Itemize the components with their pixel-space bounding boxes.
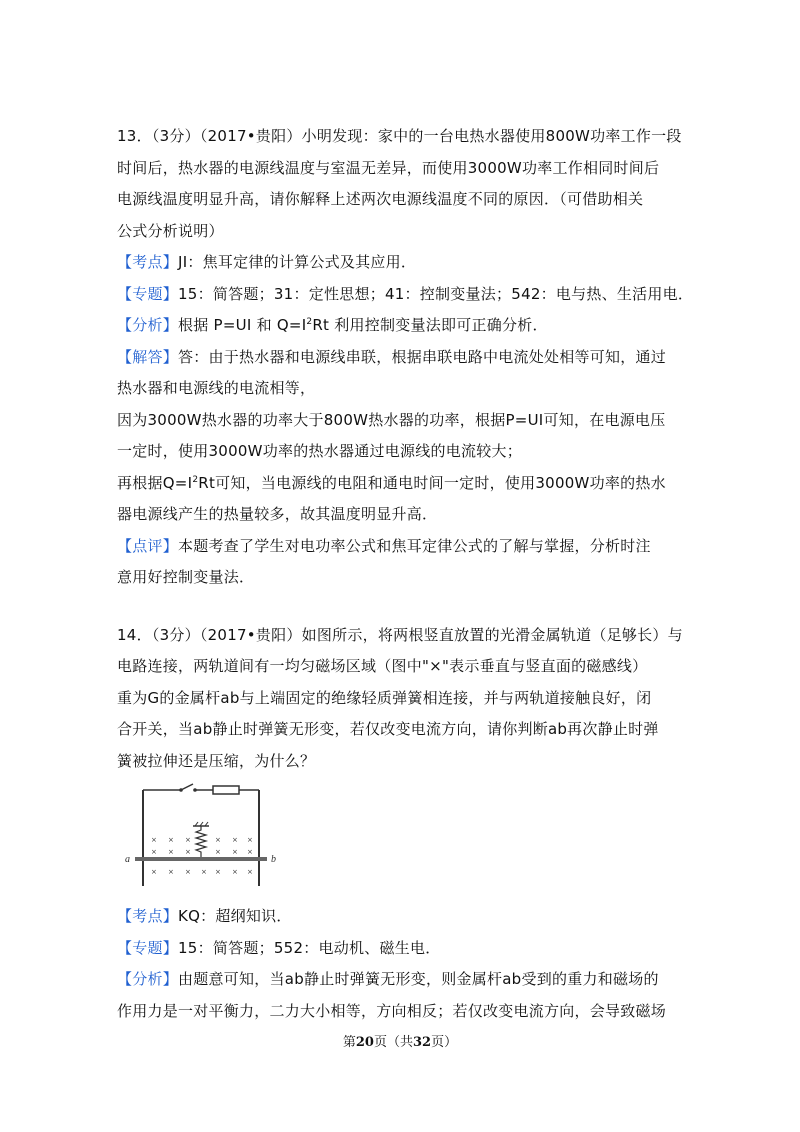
fenxi-text-post: Rt 利用控制变量法即可正确分析． bbox=[312, 316, 548, 334]
q14-line-1: 14．（3分）（2017•贵阳）如图所示，将两根竖直放置的光滑金属轨道（足够长）与 bbox=[117, 625, 683, 644]
kaodian-tag: 【考点】 bbox=[117, 907, 179, 925]
q13-jieda-1 bbox=[117, 347, 687, 367]
label-a: a bbox=[125, 854, 130, 865]
page-content bbox=[117, 126, 694, 1032]
cross: × bbox=[151, 836, 157, 844]
circuit-diagram bbox=[121, 782, 281, 886]
jieda-tag: 【解答】 bbox=[117, 347, 179, 366]
question-gap bbox=[117, 599, 687, 625]
q13-zhuanti bbox=[117, 284, 694, 304]
cross: × bbox=[215, 868, 221, 876]
q13-jieda-2: 热水器和电源线的电流相等， bbox=[117, 379, 316, 397]
fenxi-tag: 【分析】 bbox=[117, 316, 179, 334]
q13-line-2: 时间后，热水器的电源线温度与室温无差异，而使用3000W功率工作相同时间后 bbox=[117, 158, 660, 177]
switch-blade bbox=[181, 784, 193, 790]
metal-rod bbox=[135, 857, 267, 861]
cross: × bbox=[201, 868, 207, 876]
q13-kaodian bbox=[117, 252, 687, 272]
q13-jieda-6: 器电源线产生的热量较多，故其温度明显升高． bbox=[117, 505, 438, 523]
cross: × bbox=[168, 868, 174, 876]
cross: × bbox=[151, 868, 157, 876]
zhuanti-tag: 【专题】 bbox=[117, 938, 179, 957]
cross: × bbox=[247, 836, 253, 844]
footer-pre: 第 bbox=[342, 1035, 356, 1050]
q13-jieda-3: 因为3000W热水器的功率大于800W热水器的功率，根据P=UI可知，在电源电压 bbox=[117, 410, 666, 429]
q13-line-4: 公式分析说明） bbox=[117, 221, 224, 240]
cross: × bbox=[232, 848, 238, 856]
fenxi-tag: 【分析】 bbox=[117, 970, 179, 988]
q14-line-5: 簧被拉伸还是压缩，为什么？ bbox=[117, 751, 316, 770]
cross: × bbox=[151, 848, 157, 856]
q14-zhuanti bbox=[117, 938, 687, 958]
label-b: b bbox=[271, 854, 276, 865]
q14-fenxi-1 bbox=[117, 969, 687, 989]
kaodian-text: KQ：超纲知识． bbox=[178, 907, 292, 925]
q14-line-3: 重为G的金属杆ab与上端固定的绝缘轻质弹簧相连接，并与两轨道接触良好，闭 bbox=[117, 688, 652, 707]
q13-dianping-1 bbox=[117, 536, 687, 556]
circuit-figure bbox=[121, 782, 281, 886]
footer-page-number: 20 bbox=[355, 1035, 374, 1050]
cross: × bbox=[215, 836, 221, 844]
kaodian-text: JI：焦耳定律的计算公式及其应用． bbox=[178, 253, 417, 271]
jieda-5-pre: 再根据Q=I bbox=[117, 473, 193, 492]
jieda-text-1: 答：由于热水器和电源线串联，根据串联电路中电流处处相等可知，通过 bbox=[178, 347, 667, 366]
fenxi-text-1: 由题意可知，当ab静止时弹簧无形变，则金属杆ab受到的重力和磁场的 bbox=[178, 970, 659, 988]
q14-fenxi-2: 作用力是一对平衡力，二力大小相等，方向相反；若仅改变电流方向，会导致磁场 bbox=[117, 1001, 667, 1020]
q13-jieda-5 bbox=[117, 473, 687, 493]
page-footer bbox=[0, 1034, 800, 1052]
q13-line-1: 13．（3分）（2017•贵阳）小明发现：家中的一台电热水器使用800W功率工作一段 bbox=[117, 127, 682, 145]
q14-line-2: 电路连接，两轨道间有一均匀磁场区域（图中"×"表示垂直与竖直面的磁感线） bbox=[117, 657, 648, 675]
zhuanti-tag: 【专题】 bbox=[117, 284, 179, 303]
cross: × bbox=[215, 848, 221, 856]
cross: × bbox=[168, 836, 174, 844]
zhuanti-text: 15：简答题；31：定性思想；41：控制变量法；542：电与热、生活用电． bbox=[178, 284, 694, 303]
q13-dianping-2: 意用好控制变量法． bbox=[117, 568, 255, 586]
jieda-5-sup: 2 bbox=[192, 474, 199, 485]
cross: × bbox=[185, 836, 191, 844]
kaodian-tag: 【考点】 bbox=[117, 253, 179, 271]
fenxi-sup: 2 bbox=[306, 317, 313, 327]
fenxi-text-pre: 根据 P=UI 和 Q=I bbox=[178, 316, 307, 334]
resistor bbox=[213, 786, 239, 794]
q13-fenxi bbox=[117, 315, 687, 335]
spring bbox=[196, 826, 206, 858]
zhuanti-text: 15：简答题；552：电动机、磁生电． bbox=[178, 938, 441, 957]
dianping-tag: 【点评】 bbox=[117, 536, 179, 555]
cross: × bbox=[232, 868, 238, 876]
jieda-5-post: Rt可知，当电源线的电阻和通电时间一定时，使用3000W功率的热水 bbox=[198, 473, 666, 492]
q14-kaodian bbox=[117, 906, 687, 926]
cross: × bbox=[168, 848, 174, 856]
footer-post: 页） bbox=[431, 1035, 458, 1050]
dianping-text-1: 本题考查了学生对电功率公式和焦耳定律公式的了解与掌握，分析时注 bbox=[178, 536, 651, 555]
cross: × bbox=[247, 848, 253, 856]
q14-line-4: 合开关，当ab静止时弹簧无形变，若仅改变电流方向，请你判断ab再次静止时弹 bbox=[117, 720, 659, 738]
q13-jieda-4: 一定时，使用3000W功率的热水器通过电源线的电流较大； bbox=[117, 442, 523, 460]
cross: × bbox=[232, 836, 238, 844]
footer-total-pages: 32 bbox=[413, 1035, 432, 1050]
footer-mid: 页（共 bbox=[373, 1035, 413, 1050]
cross: × bbox=[185, 848, 191, 856]
cross: × bbox=[185, 868, 191, 876]
cross: × bbox=[247, 868, 253, 876]
q13-line-3: 电源线温度明显升高，请你解释上述两次电源线温度不同的原因．（可借助相关 bbox=[117, 190, 644, 208]
